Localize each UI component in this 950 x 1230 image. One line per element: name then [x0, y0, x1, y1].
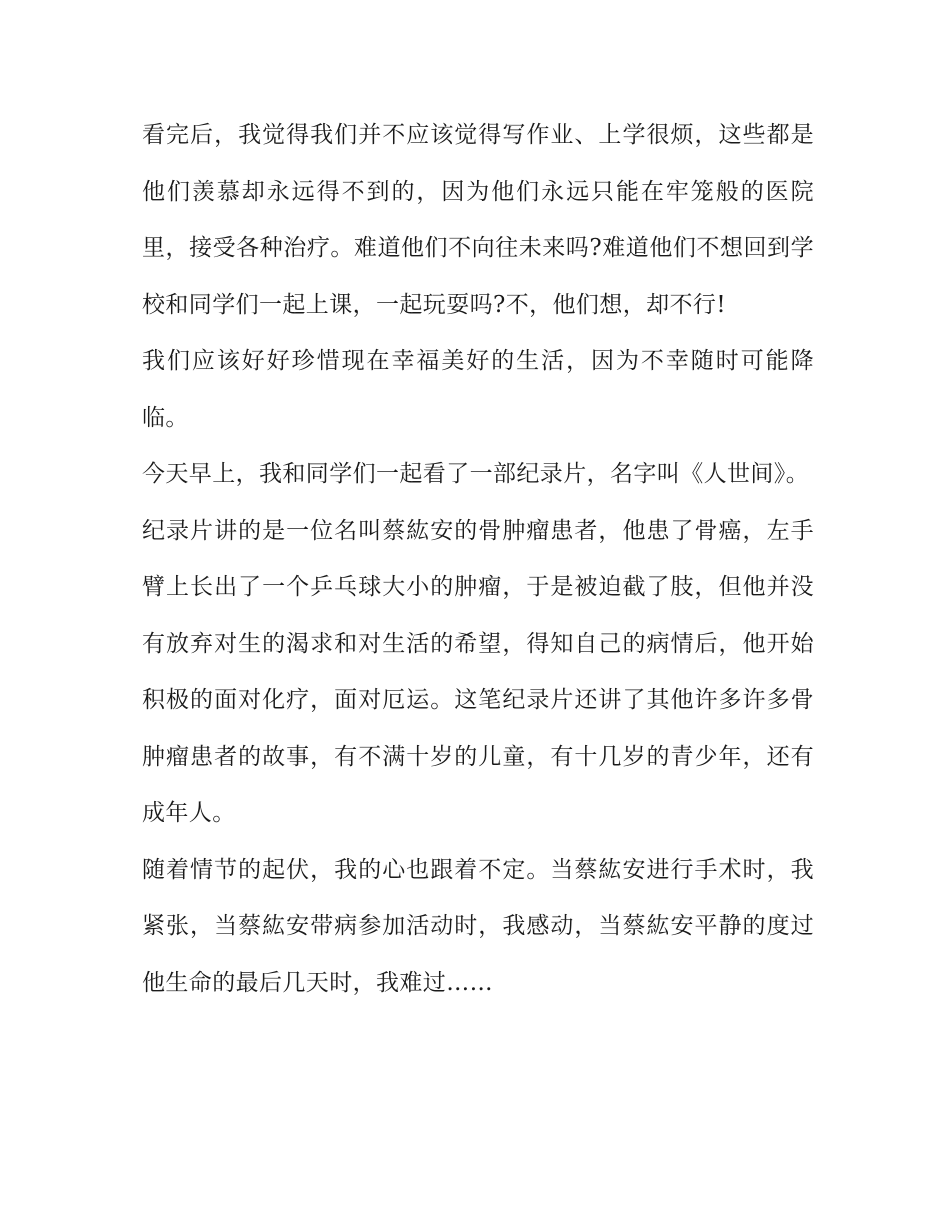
document-page [142, 107, 814, 1011]
paragraph-3: 今天早上，我和同学们一起看了一部纪录片，名字叫《人世间》。 [142, 461, 810, 487]
paragraph-4: 纪录片讲的是一位名叫蔡紘安的骨肿瘤患者，他患了骨癌，左手臂上长出了一个乒乓球大小的肿瘤，于是被迫截了肢，但他并没有放弃对生的渴求和对生活的希望，得知自己的病情后，他开始积极的面对化疗，面对厄运。这笔纪录片还讲了其他许多许多骨肿瘤患者的故事，有不满十岁的儿童，有十几岁的青少年，还有成年人。 [142, 517, 814, 826]
paragraph-1: 看完后，我觉得我们并不应该觉得写作业、上学很烦，这些都是他们羡慕却永远得不到的，因为他们永远只能在牢笼般的医院里，接受各种治疗。难道他们不向往未来吗?难道他们不想回到学校和同学们一起上课，一起玩耍吗?不，他们想，却不行! [142, 122, 814, 318]
paragraph-5: 随着情节的起伏，我的心也跟着不定。当蔡紘安进行手术时，我紧张，当蔡紘安带病参加活动时，我感动，当蔡紘安平静的度过他生命的最后几天时，我难过…… [142, 856, 814, 996]
paragraph-2: 我们应该好好珍惜现在幸福美好的生活，因为不幸随时可能降临。 [142, 348, 814, 431]
